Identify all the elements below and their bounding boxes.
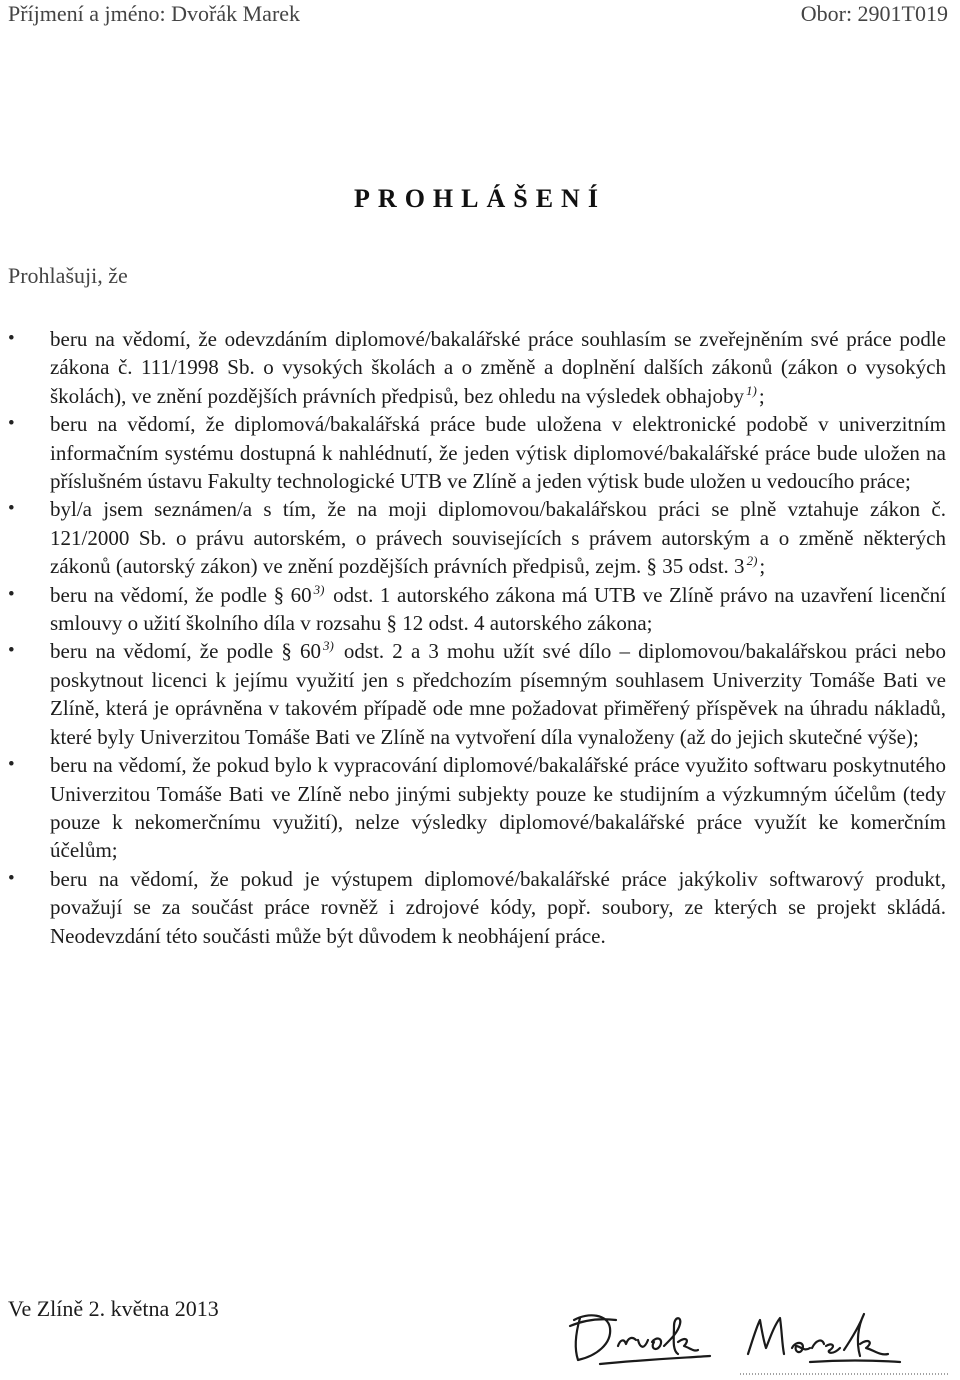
- place-and-date: Ve Zlíně 2. května 2013: [8, 1296, 219, 1321]
- declaration-list: [8, 325, 947, 950]
- declaration-item: [8, 410, 946, 495]
- intro-text: Prohlašuji, že: [8, 263, 128, 288]
- footnote-ref: 2): [746, 553, 758, 569]
- declaration-item: [8, 865, 946, 950]
- student-name: Příjmení a jméno: Dvořák Marek: [8, 1, 301, 26]
- footnote-ref: 3): [313, 581, 325, 597]
- declaration-item: [8, 637, 947, 751]
- declaration-text: byl/a jsem seznámen/a s tím, že na moji diplomovou/bakalářskou práci se plně vztahuje zákon č. 121/2000 Sb. o právu autorském, o právech souvisejících s právem autorským a o změně některých zákonů (autorský zákon) ve znění pozdějších právních předpisů, zejm. § 35 odst. 3: [50, 497, 946, 579]
- declaration-text-end: odst. 2 a 3 mohu užít své dílo – diplomovou/bakalářskou práci nebo poskytnout licenci k jejímu využití jen s předchozím písemným souhlasem Univerzity Tomáše Bati ve Zlíně, která je oprávněna v takovém případě ode mne požadovat přiměřený příspěvek na úhradu nákladů, které byly Univerzitou Tomáše Bati ve Zlíně na vytvoření díla vynaloženy (až do jejich skutečné výše);: [50, 639, 947, 749]
- declaration-text: beru na vědomí, že pokud bylo k vypracování diplomové/bakalářské práce využito softwaru poskytnutého Univerzitou Tomáše Bati ve Zlíně nebo jinými subjekty pouze ke studijním a výzkumným účelům (tedy pouze k nekomerčnímu využití), nelze výsledky diplomové/bakalářské práce využít ke komerčním účelům;: [50, 753, 946, 863]
- footnote-ref: 3): [322, 638, 334, 654]
- declaration-text: beru na vědomí, že podle § 60: [50, 639, 321, 664]
- bullet-icon: •: [8, 640, 15, 662]
- declaration-text: beru na vědomí, že podle § 60: [50, 582, 312, 607]
- declaration-item: [8, 495, 946, 580]
- declaration-text: beru na vědomí, že odevzdáním diplomové/bakalářské práce souhlasím se zveřejněním své práce podle zákona č. 111/1998 Sb. o vysokých školách a o změně a doplnění dalších zákonů (zákon o vysokých školách), ve znění pozdějších právních předpisů, bez ohledu na výsledek obhajoby: [50, 327, 946, 408]
- bullet-icon: •: [8, 754, 15, 776]
- bullet-icon: •: [8, 583, 15, 605]
- declaration-item: [8, 751, 946, 865]
- declaration-text: beru na vědomí, že diplomová/bakalářská práce bude uložena v elektronické podobě v univerzitním informačním systému dostupná k nahlédnutí, že jeden výtisk diplomové/bakalářské práce bude uložen na příslušném ústavu Fakulty technologické UTB ve Zlíně a jeden výtisk bude uložen u vedoucího práce;: [50, 412, 946, 494]
- declaration-text-end: ;: [759, 554, 766, 579]
- declaration-text-end: ;: [758, 383, 765, 408]
- bullet-icon: •: [8, 867, 15, 889]
- footnote-ref: 1): [745, 382, 757, 398]
- bullet-icon: •: [8, 498, 15, 520]
- signature-image: [560, 1302, 950, 1378]
- bullet-icon: •: [8, 413, 15, 435]
- declaration-text-end: odst. 1 autorského zákona má UTB ve Zlíně právo na uzavření licenční smlouvy o užití školního díla v rozsahu § 12 odst. 4 autorského zákona;: [50, 582, 947, 636]
- bullet-icon: •: [8, 328, 15, 349]
- document-title: PROHLÁŠENÍ: [354, 184, 606, 213]
- declaration-item: [8, 581, 947, 638]
- declaration-item: [8, 325, 946, 410]
- declaration-text: beru na vědomí, že pokud je výstupem diplomové/bakalářské práce jakýkoliv softwarový produkt, považují se za součást práce rovněž i zdrojové kódy, popř. soubory, ze kterých se projekt skládá. Neodevzdání této součásti může být důvodem k neobhájení práce.: [50, 866, 946, 948]
- study-field: Obor: 2901T019: [800, 1, 948, 26]
